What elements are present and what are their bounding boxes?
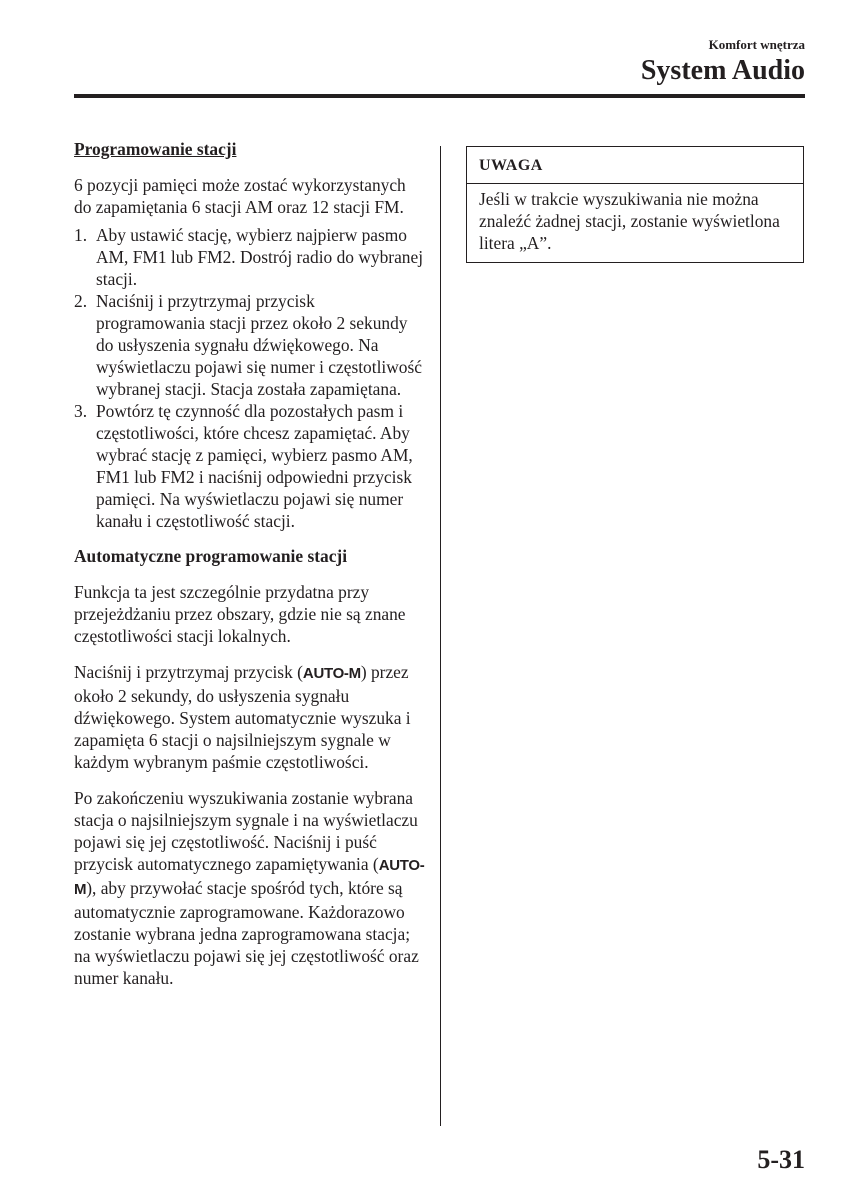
step-text: Naciśnij i przytrzymaj przycisk programowania stacji przez około 2 sekundy do usłyszenia sygnału dźwiękowego. Na wyświetlaczu pojawi się numer i częstotliwość wybranej stacji. Stacja została zapamiętana.: [96, 291, 422, 399]
steps-list: [74, 224, 426, 532]
note-box: [466, 146, 804, 263]
auto-paragraph-3-end: ), aby przywołać stacje spośród tych, które są automatycznie zaprogramowane. Każdorazowo zostanie wybrana jedna zaprogramowana stacja; na wyświetlaczu pojawi się jej częstotliwość oraz numer kanału.: [74, 878, 419, 988]
page-title: System Audio: [640, 55, 805, 86]
auto-m-button-label: AUTO-M: [302, 665, 361, 682]
auto-paragraph-1: Funkcja ta jest szczególnie przydatna przy przejeżdżaniu przez obszary, gdzie nie są znane częstotliwości stacji lokalnych.: [74, 582, 406, 646]
page-number: 5-31: [757, 1145, 805, 1174]
heading-station-programming: Programowanie stacji: [74, 139, 237, 159]
left-column: [74, 138, 426, 1003]
step-number: 1.: [74, 225, 88, 245]
step-number: 2.: [74, 291, 88, 311]
auto-paragraph-2: [74, 661, 426, 773]
step-text: Powtórz tę czynność dla pozostałych pasm i częstotliwości, które chcesz zapamiętać. Aby wybrać stację z pamięci, wybierz pasmo AM, FM1 lub FM2 i naciśnij odpowiedni przycisk pamięci. Na wyświetlaczu pojawi się numer kanału i częstotliwość stacji.: [96, 401, 413, 531]
auto-paragraph-3-start: Po zakończeniu wyszukiwania zostanie wybrana stacja o najsilniejszym sygnale i na wyświetlaczu pojawi się jej częstotliwość. Naciśnij i puść przycisk automatycznego zapamiętywania (: [74, 788, 418, 874]
column-divider: [440, 146, 441, 1126]
auto-m-button-label: AUTO-M: [74, 857, 425, 898]
auto-paragraph-2-end: ) przez około 2 sekundy, do usłyszenia sygnału dźwiękowego. System automatycznie wyszuka i zapamięta 6 stacji o najsilniejszym sygnale w każdym wybranym paśmie częstotliwości.: [74, 662, 411, 772]
step-text: Aby ustawić stację, wybierz najpierw pasmo AM, FM1 lub FM2. Dostrój radio do wybranej stacji.: [96, 225, 424, 289]
heading-auto-programming: Automatyczne programowanie stacji: [74, 546, 348, 566]
section-label: Komfort wnętrza: [708, 37, 805, 52]
list-item: [74, 400, 426, 532]
note-title: UWAGA: [467, 147, 803, 184]
list-item: [74, 290, 426, 400]
intro-paragraph: 6 pozycji pamięci może zostać wykorzystanych do zapamiętania 6 stacji AM oraz 12 stacji FM.: [74, 175, 406, 217]
note-text: Jeśli w trakcie wyszukiwania nie można znaleźć żadnej stacji, zostanie wyświetlona litera „A”.: [479, 189, 780, 253]
step-number: 3.: [74, 401, 88, 421]
auto-paragraph-3: [74, 787, 426, 989]
header-rule: [74, 94, 805, 98]
list-item: [74, 224, 426, 290]
auto-paragraph-2-start: Naciśnij i przytrzymaj przycisk (: [74, 662, 303, 682]
